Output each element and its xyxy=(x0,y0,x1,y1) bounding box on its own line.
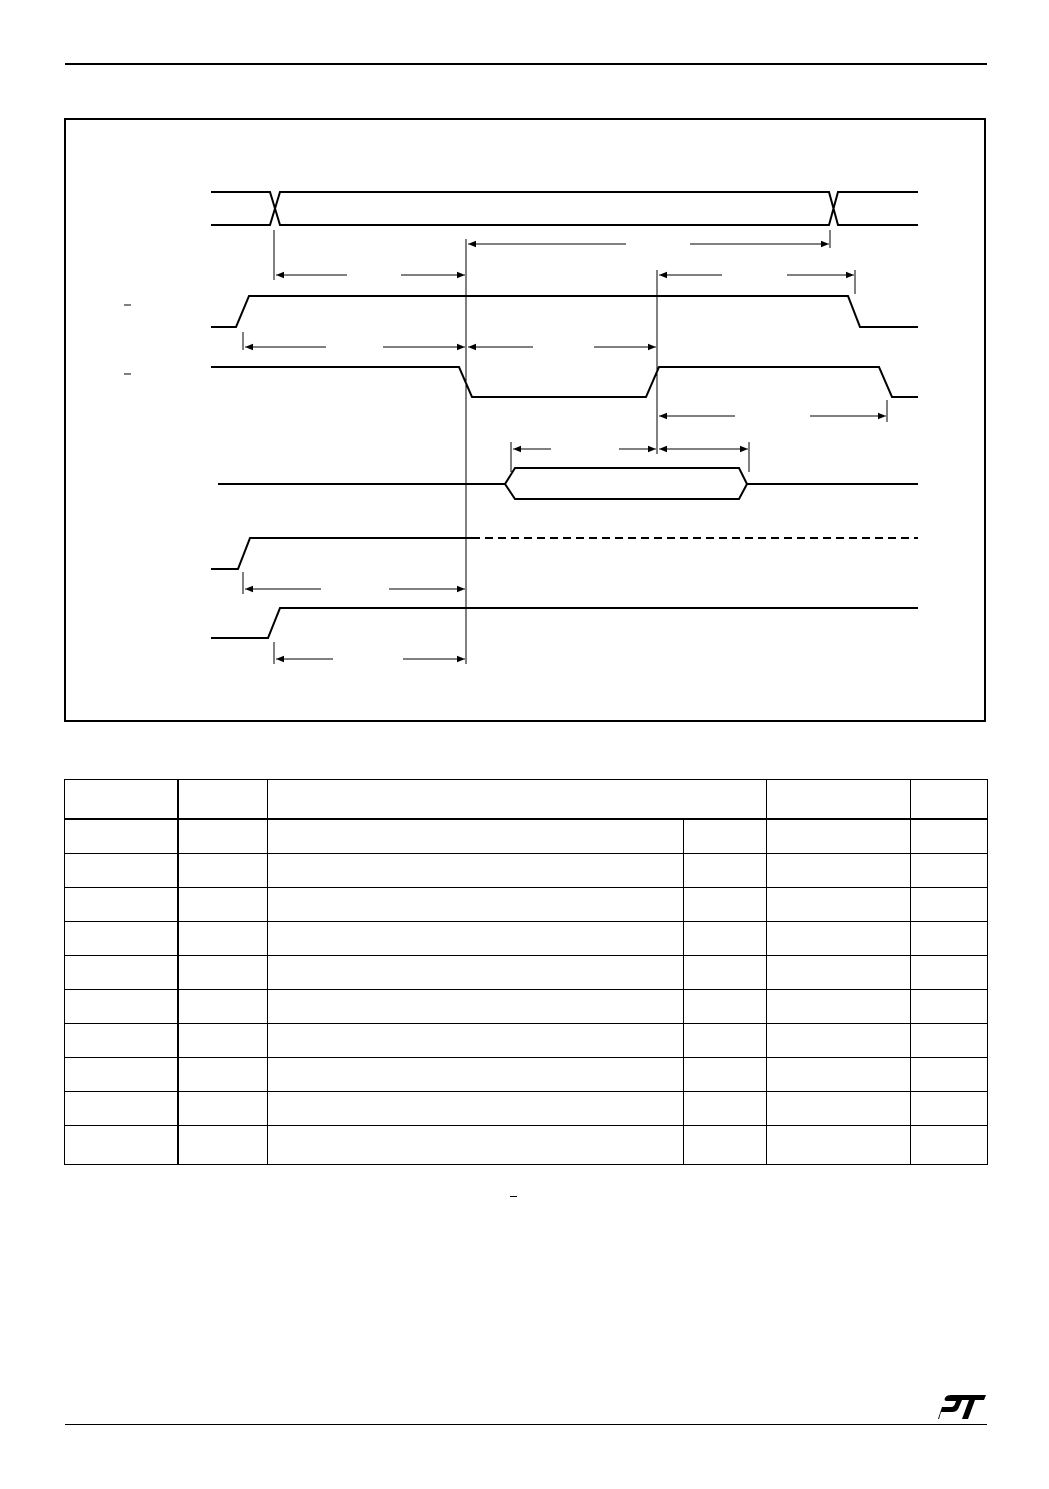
table-row xyxy=(65,990,988,1024)
table-cell xyxy=(911,956,988,990)
table-cell xyxy=(684,819,767,854)
table-cell xyxy=(178,956,268,990)
table-cell xyxy=(178,922,268,956)
footer-rule xyxy=(65,1424,987,1425)
header-cell xyxy=(268,780,767,820)
parameters-table xyxy=(64,779,988,1165)
table-cell xyxy=(65,990,178,1024)
vcc-waveform xyxy=(211,538,918,569)
table-row xyxy=(65,888,988,922)
chip-enable-waveform xyxy=(124,296,918,327)
table-cell xyxy=(65,854,178,888)
table-cell xyxy=(65,1024,178,1058)
table-cell xyxy=(911,888,988,922)
header-cell xyxy=(911,780,988,820)
table-row xyxy=(65,1126,988,1165)
table-cell xyxy=(65,1058,178,1092)
table-cell xyxy=(268,819,684,854)
table-row xyxy=(65,956,988,990)
table-cell xyxy=(767,1024,911,1058)
table-cell xyxy=(178,1058,268,1092)
st-logo-icon xyxy=(938,1395,986,1419)
table-cell xyxy=(911,922,988,956)
table-cell xyxy=(684,1092,767,1126)
table-cell xyxy=(767,819,911,854)
table-row xyxy=(65,854,988,888)
table-cell xyxy=(911,854,988,888)
table-cell xyxy=(911,1126,988,1165)
table-cell xyxy=(65,888,178,922)
table-cell xyxy=(268,922,684,956)
table-cell xyxy=(767,1058,911,1092)
table-cell xyxy=(178,819,268,854)
table-row xyxy=(65,1024,988,1058)
table-cell xyxy=(911,990,988,1024)
table-cell xyxy=(178,1126,268,1165)
timing-diagram-frame xyxy=(64,118,986,722)
table-cell xyxy=(684,990,767,1024)
table-row xyxy=(65,1058,988,1092)
table-cell xyxy=(911,1092,988,1126)
table-cell xyxy=(178,990,268,1024)
table-cell xyxy=(767,990,911,1024)
table-row xyxy=(65,1092,988,1126)
table-cell xyxy=(911,1024,988,1058)
table-cell xyxy=(178,854,268,888)
table-cell xyxy=(911,1058,988,1092)
table-cell xyxy=(767,854,911,888)
table-cell xyxy=(268,990,684,1024)
table-cell xyxy=(65,956,178,990)
table-cell xyxy=(684,922,767,956)
header-rule xyxy=(65,63,987,65)
table-cell xyxy=(178,888,268,922)
table-cell xyxy=(684,888,767,922)
table-cell xyxy=(65,819,178,854)
table-cell xyxy=(178,1092,268,1126)
write-enable-waveform xyxy=(124,367,918,397)
table-cell xyxy=(684,1126,767,1165)
timing-arrows xyxy=(245,244,886,659)
table-cell xyxy=(684,854,767,888)
vbat-waveform xyxy=(211,608,918,638)
timing-diagram xyxy=(66,120,988,724)
table-cell xyxy=(268,956,684,990)
table-cell xyxy=(268,854,684,888)
table-cell xyxy=(911,819,988,854)
table-cell xyxy=(767,1126,911,1165)
table-cell xyxy=(268,1024,684,1058)
table-cell xyxy=(767,888,911,922)
table-row xyxy=(65,922,988,956)
table-cell xyxy=(178,1024,268,1058)
table-cell xyxy=(65,1092,178,1126)
address-waveform xyxy=(211,192,918,225)
header-cell xyxy=(65,780,178,820)
table-row xyxy=(65,819,988,854)
table-cell xyxy=(767,956,911,990)
table-cell xyxy=(65,922,178,956)
table-cell xyxy=(684,1024,767,1058)
table-cell xyxy=(268,1126,684,1165)
table-cell xyxy=(684,1058,767,1092)
table-cell xyxy=(684,956,767,990)
header-cell xyxy=(767,780,911,820)
footnote-overbar xyxy=(510,1196,517,1197)
table-cell xyxy=(767,922,911,956)
table-cell xyxy=(268,1092,684,1126)
table-header-row xyxy=(65,780,988,820)
table-cell xyxy=(65,1126,178,1165)
table-cell xyxy=(767,1092,911,1126)
data-in-waveform xyxy=(218,468,918,499)
header-cell xyxy=(178,780,268,820)
table-cell xyxy=(268,1058,684,1092)
table-cell xyxy=(268,888,684,922)
